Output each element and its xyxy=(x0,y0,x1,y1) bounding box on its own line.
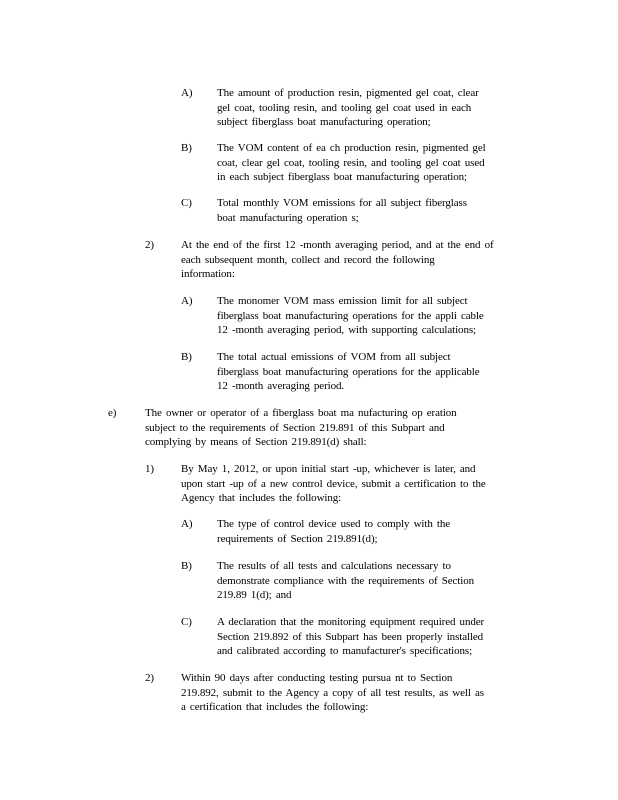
text-line: fiberglass boat manufacturing operations for the appli cable xyxy=(217,309,484,322)
text-line: gel coat, tooling resin, and tooling gel coat used in each xyxy=(217,101,472,114)
item-marker: e) xyxy=(108,407,117,419)
text-line: information: xyxy=(181,268,235,280)
item-text xyxy=(217,517,507,546)
item-marker: A) xyxy=(181,295,193,307)
text-line: Within 90 days after conducting testing pursua nt to Section xyxy=(181,672,453,684)
text-line: coat, clear gel coat, tooling resin, and tooling gel coat used xyxy=(217,156,485,169)
item-text xyxy=(181,671,511,715)
item-text xyxy=(217,559,507,603)
item-marker: C) xyxy=(181,197,192,209)
text-line: complying by means of Section 219.891(d) shall: xyxy=(145,436,367,448)
text-line: The total actual emissions of VOM from all subject xyxy=(217,351,451,363)
item-marker: B) xyxy=(181,351,192,363)
item-marker: 2) xyxy=(145,239,154,251)
text-line: The results of all tests and calculations necessary to xyxy=(217,560,451,572)
item-text xyxy=(181,238,511,282)
text-line: demonstrate compliance with the requirements of Section xyxy=(217,574,475,587)
text-line: in each subject fiberglass boat manufacturing operation; xyxy=(217,171,468,183)
text-line: boat manufacturing operation s; xyxy=(217,211,359,224)
text-line: The VOM content of ea ch production resin, pigmented gel xyxy=(217,142,486,154)
item-text xyxy=(145,406,485,450)
item-text xyxy=(217,294,507,338)
text-line: each subsequent month, collect and record the following xyxy=(181,253,435,266)
text-line: requirements of Section 219.891(d); xyxy=(217,532,378,545)
text-line: subject fiberglass boat manufacturing operation; xyxy=(217,116,431,128)
text-line: Section 219.892 of this Subpart has been properly installed xyxy=(217,630,484,643)
text-line: The amount of production resin, pigmented gel coat, clear xyxy=(217,87,479,99)
item-text xyxy=(217,350,507,394)
item-text xyxy=(217,196,507,225)
text-line: fiberglass boat manufacturing operations for the applicable xyxy=(217,365,480,378)
text-line: By May 1, 2012, or upon initial start -up, whichever is later, and xyxy=(181,463,476,475)
item-marker: C) xyxy=(181,616,192,628)
text-line: A declaration that the monitoring equipment required under xyxy=(217,616,485,628)
text-line: At the end of the first 12 -month averaging period, and at the end of xyxy=(181,239,494,251)
item-marker: 1) xyxy=(145,463,154,475)
item-text xyxy=(217,615,507,659)
item-marker: A) xyxy=(181,518,193,530)
item-text xyxy=(217,86,507,130)
text-line: 12 -month averaging period, with supporting calculations; xyxy=(217,324,476,336)
item-text xyxy=(217,141,507,185)
text-line: 219.892, submit to the Agency a copy of all test results, as well as xyxy=(181,686,484,699)
item-marker: B) xyxy=(181,142,192,154)
text-line: 219.89 1(d); and xyxy=(217,589,292,601)
text-line: subject to the requirements of Section 219.891 of this Subpart and xyxy=(145,421,445,434)
text-line: upon start -up of a new control device, submit a certification to the xyxy=(181,477,486,490)
item-marker: 2) xyxy=(145,672,154,684)
item-marker: A) xyxy=(181,87,193,99)
item-marker: B) xyxy=(181,560,192,572)
text-line: 12 -month averaging period. xyxy=(217,380,345,392)
text-line: Agency that includes the following: xyxy=(181,492,342,504)
item-text xyxy=(181,462,511,506)
text-line: The owner or operator of a fiberglass boat ma nufacturing op eration xyxy=(145,407,457,419)
text-line: The type of control device used to comply with the xyxy=(217,518,451,530)
text-line: The monomer VOM mass emission limit for all subject xyxy=(217,295,468,307)
text-line: Total monthly VOM emissions for all subject fiberglass xyxy=(217,197,467,209)
text-line: a certification that includes the following: xyxy=(181,701,369,713)
text-line: and calibrated according to manufacturer's specifications; xyxy=(217,645,473,657)
